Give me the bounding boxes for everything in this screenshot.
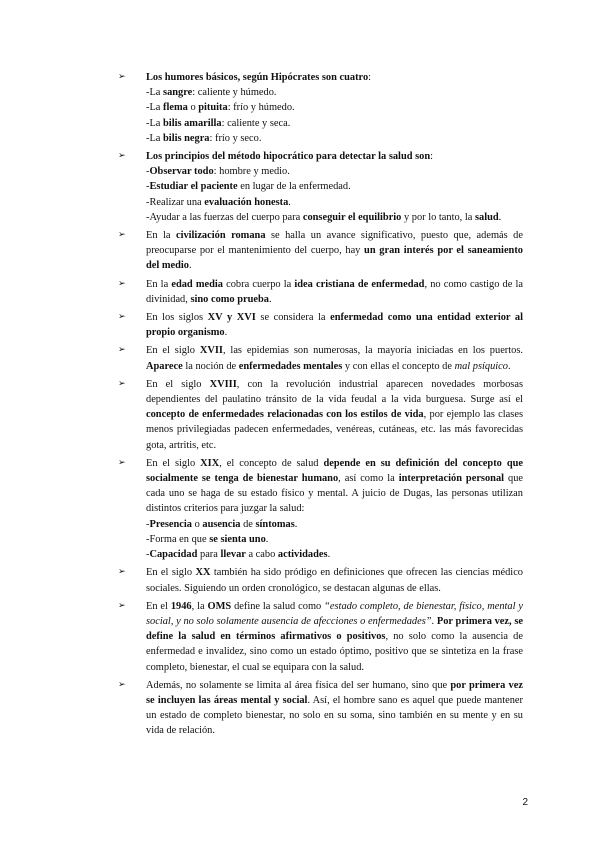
bold-text: XIX [200, 457, 220, 469]
sub-item-line [146, 179, 523, 194]
text-run: Además, no solamente se limita al área física del ser humano, sino que [146, 679, 451, 691]
bold-text: enfermedades mentales [238, 360, 343, 372]
text-run: : frío y húmedo. [227, 102, 295, 114]
bold-text: 1946 [170, 600, 192, 612]
bold-text: sino como prueba [190, 293, 269, 305]
bold-text: Capacidad [149, 549, 198, 561]
text-run: , por ejemplo las clases menos privilegiadas padecen enfermedades, venéreas, cutáneas, etc. las más favorecidas gota, artritis, etc. [146, 409, 523, 451]
sub-item-line [146, 131, 523, 146]
text-run: -Forma en que [146, 533, 210, 545]
bold-text: un gran interés por el saneamiento del medio [146, 245, 523, 272]
text-run: . [288, 196, 291, 208]
bold-text: civilización romana [175, 230, 266, 242]
text-run: : [430, 151, 434, 163]
sub-item-line [146, 195, 523, 210]
list-item [118, 456, 523, 562]
text-run: : [368, 72, 372, 83]
text-run: : caliente y húmedo. [192, 87, 277, 99]
text-run: , las epidemias son numerosas, la mayoría iniciadas en los puertos. [222, 345, 523, 357]
bold-text: bilis amarilla [163, 117, 222, 129]
item-text [146, 343, 523, 373]
text-run: , la [191, 600, 208, 612]
text-run: . [294, 518, 298, 530]
bold-text: salud [474, 211, 499, 223]
document-body [118, 70, 523, 742]
item-text [146, 565, 523, 595]
text-run: . [189, 260, 192, 272]
bold-text: OMS [207, 600, 232, 612]
text-run: de [240, 518, 256, 530]
italic-text: mal psíquico [454, 360, 508, 372]
bold-text: XVIII [209, 378, 237, 390]
text-run: define la salud como [231, 600, 325, 612]
list-item [118, 310, 523, 340]
list-item [118, 70, 523, 146]
bold-text: Observar todo [149, 166, 214, 178]
text-run: En la [146, 230, 176, 242]
item-text [146, 70, 523, 85]
list-item [118, 343, 523, 373]
text-run: o [191, 518, 203, 530]
text-run: - [146, 549, 150, 561]
arrow-bullet-icon: ➢ [118, 230, 126, 241]
text-run: -La [146, 117, 164, 129]
text-run: . [507, 360, 511, 372]
list-item [118, 678, 523, 739]
text-run: - [146, 518, 150, 530]
bold-text: Los principios del método hipocrático para detectar la salud son [146, 151, 431, 163]
list-item [118, 228, 523, 274]
text-run: En el siglo [146, 345, 200, 357]
arrow-bullet-icon: ➢ [118, 457, 126, 468]
text-run: o [187, 102, 199, 114]
bold-text: bilis negra [163, 132, 210, 144]
arrow-bullet-icon: ➢ [118, 72, 126, 82]
list-item [118, 277, 523, 307]
bold-text: pituita [198, 102, 228, 114]
arrow-bullet-icon: ➢ [118, 567, 126, 578]
sub-item-line [146, 547, 523, 562]
text-run: y con ellas el concepto de [342, 360, 455, 372]
text-run: , no como castigo de la divinidad, [146, 278, 523, 305]
text-run: : caliente y seca. [221, 117, 291, 129]
item-text [146, 599, 523, 675]
item-text [146, 228, 523, 274]
sub-item-line [146, 164, 523, 179]
text-run: a cabo [245, 549, 278, 561]
text-run: que cada uno se haga de su estado físico y mental. A juicio de Dugas, las personas utilizan distintos criterios para juzgar la salud: [146, 473, 523, 515]
text-run: para [197, 549, 221, 561]
text-run: -Realizar una [146, 196, 205, 208]
bold-text: actividades [277, 549, 328, 561]
text-run: . [265, 533, 269, 545]
bold-text: Aparece [146, 360, 183, 372]
sub-item-line [146, 517, 523, 532]
bold-text: enfermedad como una entidad exterior al propio organismo [146, 312, 523, 339]
text-run: - [146, 166, 150, 178]
bold-text: Estudiar el paciente [149, 181, 238, 193]
arrow-bullet-icon: ➢ [118, 312, 126, 323]
text-run: también ha sido pródigo en definiciones que ofrecen las ciencias médico sociales. Siguiendo un orden cronológico, se destacan algunas de ellas. [146, 567, 524, 594]
text-run: . [327, 549, 331, 561]
text-run: : frío y seco. [209, 132, 262, 144]
text-run: . [224, 327, 228, 339]
list-item [118, 149, 523, 225]
bold-text: concepto de enfermedades relacionadas con los estilos de vida [146, 409, 424, 421]
item-text [146, 678, 523, 739]
item-text [146, 377, 523, 453]
bold-text: sangre [163, 87, 193, 99]
arrow-bullet-icon: ➢ [118, 278, 126, 289]
bold-text: Los humores básicos, según Hipócrates son cuatro [146, 72, 369, 83]
bold-text: se sienta uno [209, 533, 266, 545]
arrow-bullet-icon: ➢ [118, 378, 126, 389]
list-item [118, 599, 523, 675]
text-run: se halla un avance significativo, puesto que, además de preocuparse por el mantenimiento del cuerpo, hay [146, 230, 523, 257]
text-run: En el siglo [146, 567, 196, 579]
text-run: En el siglo [146, 457, 201, 469]
bold-text: XV y XVI [207, 312, 256, 324]
list-item [118, 565, 523, 595]
sub-item-line [146, 116, 523, 131]
text-run: En los siglos [146, 312, 208, 324]
text-run: la noción de [182, 360, 239, 372]
bold-text: Por primera vez, se define la salud en términos afirmativos o positivos [146, 615, 523, 643]
text-run: . Así, el hombre sano es aquel que puede mantener un estado de completo bienestar, no solo en su soma, sino también en su mente y en su vida de relación. [146, 694, 523, 737]
list-item [118, 377, 523, 453]
text-run: -La [146, 87, 164, 99]
arrow-bullet-icon: ➢ [118, 600, 126, 611]
bold-text: ausencia [202, 518, 241, 530]
italic-text: “estado completo, de bienestar, físico, mental y social, y no solo solamente ausencia de afecciones o enfermedades” [146, 600, 523, 627]
text-run: En el siglo [146, 378, 210, 390]
text-run: cobra cuerpo la [222, 278, 295, 290]
bold-text: por primera vez se incluyen las áreas mental y social [146, 679, 523, 706]
text-run: . [268, 293, 272, 305]
page-number: 2 [522, 797, 528, 808]
item-text [146, 149, 523, 164]
text-run: , con la revolución industrial aparecen novedades morbosas dependientes del paulatino tránsito de la vida feudal a la vida burguesa. Surge así el [146, 378, 523, 406]
bold-text: evaluación honesta [204, 196, 289, 208]
text-run: , el concepto de salud [219, 457, 324, 469]
arrow-bullet-icon: ➢ [118, 345, 126, 356]
bold-text: idea cristiana de enfermedad [294, 278, 425, 290]
text-run: . [498, 211, 502, 223]
bold-text: Presencia [149, 518, 192, 530]
text-run: -La [146, 102, 164, 114]
bold-text: edad media [171, 278, 223, 290]
text-run: se considera la [255, 312, 331, 324]
text-run: . [431, 615, 437, 627]
text-run: , así como la [338, 473, 399, 485]
text-run: -La [146, 132, 164, 144]
text-run: : hombre y medio. [213, 166, 290, 178]
bold-text: depende en su definición del concepto que socialmente se tenga de bienestar humano [146, 457, 523, 485]
text-run: -Ayudar a las fuerzas del cuerpo para [146, 211, 303, 223]
bold-text: interpretación personal [398, 473, 505, 485]
bold-text: XX [195, 567, 211, 579]
arrow-bullet-icon: ➢ [118, 151, 126, 162]
bold-text: flema [163, 102, 188, 114]
text-run: en lugar de la enfermedad. [237, 181, 351, 193]
item-text [146, 456, 523, 517]
bold-text: llevar [220, 549, 246, 561]
arrow-bullet-icon: ➢ [118, 679, 126, 690]
text-run: En la [146, 278, 172, 290]
bold-text: conseguir el equilibrio [302, 211, 402, 223]
sub-item-line [146, 85, 523, 100]
sub-item-line [146, 532, 523, 547]
sub-item-line [146, 100, 523, 115]
text-run: y por lo tanto, la [401, 211, 475, 223]
sub-item-line [146, 210, 523, 225]
bold-text: síntomas [255, 518, 295, 530]
text-run: , no solo como la ausencia de enfermedad e invalidez, sino como un estado óptimo, positivo que se sintetiza en la frase completo, bienestar, el cual se equipara con la salud. [146, 631, 523, 673]
bold-text: XVII [199, 345, 223, 357]
text-run: - [146, 181, 150, 193]
text-run: En el [146, 600, 171, 612]
item-text [146, 277, 523, 307]
item-text [146, 310, 523, 340]
